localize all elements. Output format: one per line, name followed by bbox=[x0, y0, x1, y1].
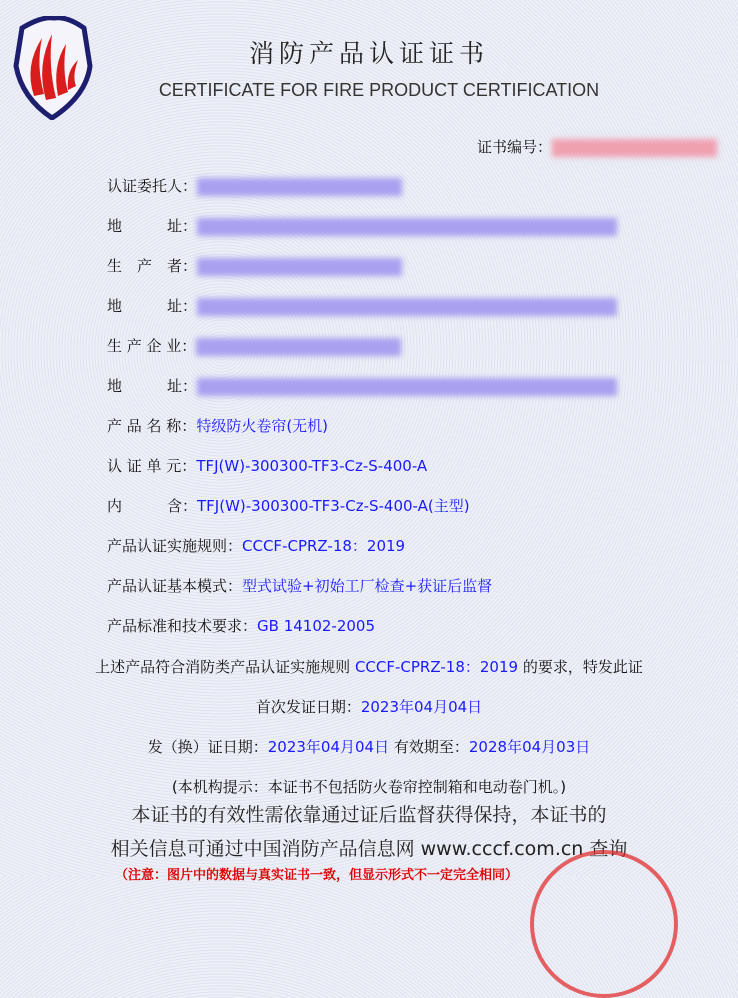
disclaimer: （注意：图片中的数据与真实证书一致，但显示形式不一定完全相同） bbox=[115, 868, 519, 883]
field-value: GB 14102-2005 bbox=[257, 617, 376, 635]
field-row bbox=[107, 415, 328, 436]
page-title: 消防产品认证证书 bbox=[248, 39, 489, 68]
field-label: 产品认证基本模式： bbox=[107, 577, 243, 595]
logo bbox=[12, 16, 94, 124]
field-row bbox=[107, 495, 470, 516]
field-label: 地 址： bbox=[107, 297, 198, 315]
field-row bbox=[107, 215, 617, 236]
cert-no-label: 证书编号： bbox=[477, 138, 553, 156]
field-label: 生 产 者： bbox=[107, 257, 198, 275]
validity-line-1: 本证书的有效性需依靠通过证后监督获得保持，本证书的 bbox=[131, 804, 607, 826]
valid-until-label: 有效期至： bbox=[389, 738, 469, 756]
valid-until-value: 2028年04月03日 bbox=[468, 738, 591, 756]
redacted-cert-no bbox=[552, 139, 717, 157]
field-value: CCCF-CPRZ-18：2019 bbox=[242, 537, 406, 555]
field-label: 产品标准和技术要求： bbox=[107, 617, 258, 635]
redacted-value bbox=[197, 258, 402, 276]
redacted-value bbox=[197, 178, 402, 196]
field-row bbox=[107, 575, 492, 596]
field-row bbox=[107, 535, 405, 556]
field-row bbox=[107, 615, 375, 636]
page-subtitle: CERTIFICATE FOR FIRE PRODUCT CERTIFICATION bbox=[158, 80, 600, 100]
field-label: 内 含： bbox=[107, 497, 198, 515]
statement-suffix: 的要求，特发此证 bbox=[518, 658, 643, 676]
field-label: 认 证 单 元： bbox=[107, 457, 197, 475]
field-label: 地 址： bbox=[107, 217, 198, 235]
field-value: 特级防火卷帘(无机) bbox=[196, 417, 329, 435]
issue-date-label: 发（换）证日期： bbox=[147, 738, 268, 756]
field-value: TFJ(W)-300300-TF3-Cz-S-400-A bbox=[196, 457, 428, 475]
redacted-value bbox=[197, 218, 617, 236]
issue-dates bbox=[0, 736, 738, 757]
field-row bbox=[107, 335, 401, 356]
redacted-value bbox=[197, 378, 617, 396]
hint: (本机构提示：本证书不包括防火卷帘控制箱和电动卷门机。) bbox=[171, 778, 567, 796]
first-date-label: 首次发证日期： bbox=[255, 698, 361, 716]
statement-prefix: 上述产品符合消防类产品认证实施规则 bbox=[95, 658, 355, 676]
field-label: 生 产 企 业： bbox=[107, 337, 197, 355]
field-label: 地 址： bbox=[107, 377, 198, 395]
validity-line-2: 相关信息可通过中国消防产品信息网 www.cccf.com.cn 查询 bbox=[110, 838, 628, 860]
first-date-value: 2023年04月04日 bbox=[360, 698, 483, 716]
redacted-value bbox=[196, 338, 401, 356]
redacted-value bbox=[197, 298, 617, 316]
field-row bbox=[107, 455, 427, 476]
field-row bbox=[107, 375, 617, 396]
certificate-number bbox=[477, 136, 717, 157]
issue-date-value: 2023年04月04日 bbox=[267, 738, 390, 756]
field-label: 认证委托人： bbox=[107, 177, 198, 195]
field-value: 型式试验+初始工厂检查+获证后监督 bbox=[242, 577, 493, 595]
field-row bbox=[107, 175, 402, 196]
field-row bbox=[107, 295, 617, 316]
statement bbox=[0, 656, 738, 677]
field-label: 产 品 名 称： bbox=[107, 417, 197, 435]
seal bbox=[530, 850, 678, 998]
field-row bbox=[107, 255, 402, 276]
field-label: 产品认证实施规则： bbox=[107, 537, 243, 555]
field-value: TFJ(W)-300300-TF3-Cz-S-400-A(主型) bbox=[197, 497, 470, 515]
statement-rule: CCCF-CPRZ-18：2019 bbox=[354, 658, 519, 676]
first-issue-date bbox=[0, 696, 738, 717]
